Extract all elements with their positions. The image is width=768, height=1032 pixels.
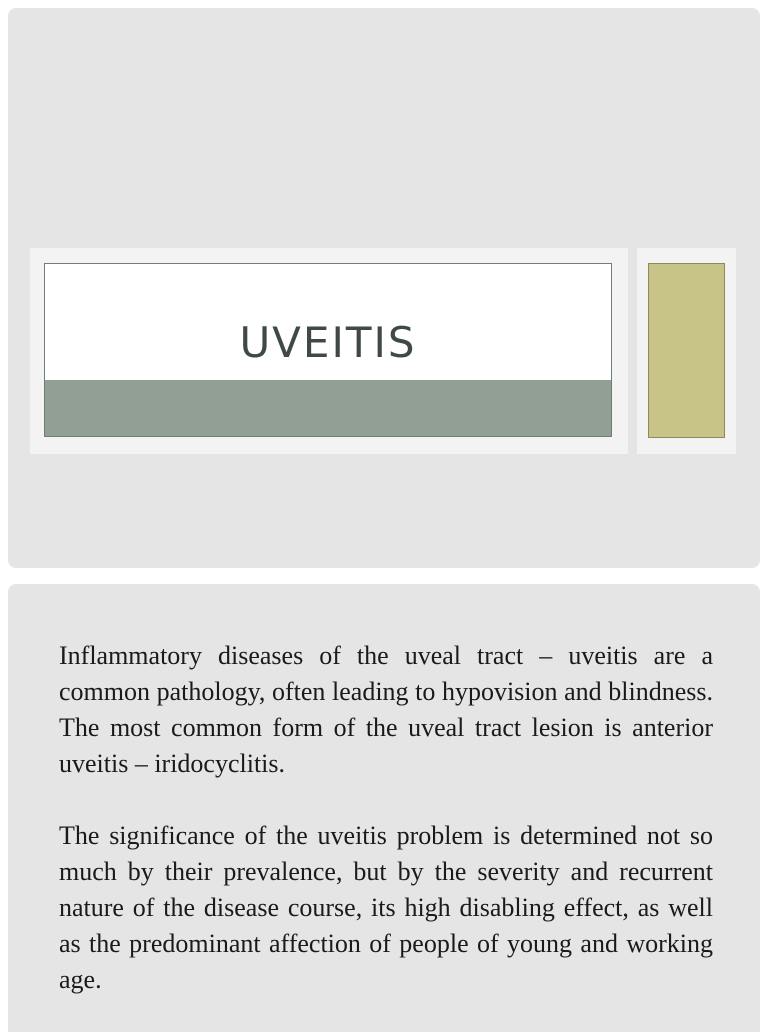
paragraph-2: The significance of the uveitis problem is determined not so much by their prevalence, but by the severity and recurrent nature of the disease course, its high disabling effect, as well as the predominant affection of people of young and working age. (59, 821, 713, 994)
title-frame (30, 248, 628, 454)
paragraph-1: Inflammatory diseases of the uveal tract – uveitis are a common pathology, often leading to hypovision and blindness. The most common form of the uveal tract lesion is anterior uveitis – iridocyclitis. (59, 641, 713, 778)
body-text (59, 638, 713, 1032)
title-box (44, 263, 612, 437)
title-accent-band (45, 380, 611, 436)
side-accent-block (648, 263, 725, 438)
side-accent-frame (637, 248, 736, 454)
slide-title: UVEITIS (239, 318, 417, 367)
title-slide (8, 8, 760, 568)
content-slide (8, 584, 760, 1032)
